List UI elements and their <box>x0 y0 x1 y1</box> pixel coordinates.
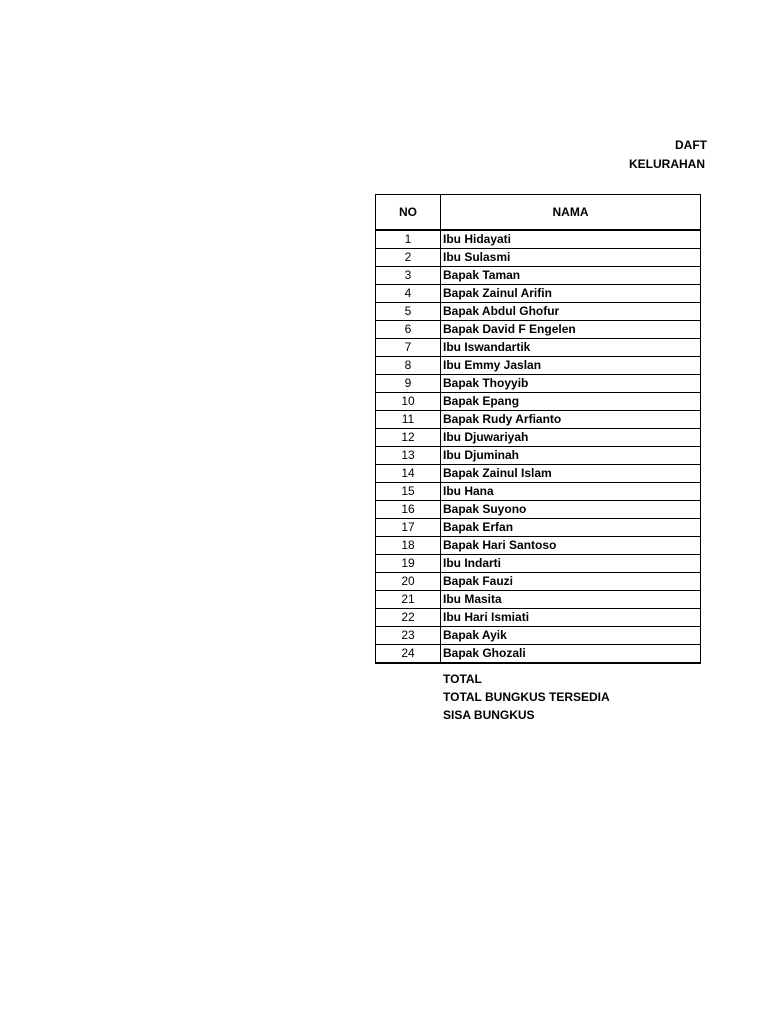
row-name: Ibu Djuwariyah <box>441 429 701 447</box>
table-row <box>376 339 701 357</box>
table-row <box>376 627 701 645</box>
summary-block <box>443 670 610 725</box>
row-name: Bapak Zainul Arifin <box>441 285 701 303</box>
row-number: 11 <box>376 411 441 429</box>
table-row <box>376 609 701 627</box>
table-row <box>376 483 701 501</box>
row-number: 14 <box>376 465 441 483</box>
table-row <box>376 447 701 465</box>
table-body <box>376 230 701 663</box>
row-number: 10 <box>376 393 441 411</box>
row-name: Bapak Abdul Ghofur <box>441 303 701 321</box>
row-number: 4 <box>376 285 441 303</box>
table-row <box>376 429 701 447</box>
row-name: Bapak Epang <box>441 393 701 411</box>
row-number: 24 <box>376 645 441 664</box>
table-row <box>376 375 701 393</box>
row-number: 8 <box>376 357 441 375</box>
document-title-line1: DAFT <box>675 138 707 152</box>
row-number: 6 <box>376 321 441 339</box>
row-number: 21 <box>376 591 441 609</box>
row-name: Bapak Taman <box>441 267 701 285</box>
roster-table <box>375 194 701 664</box>
table-row <box>376 501 701 519</box>
row-number: 9 <box>376 375 441 393</box>
table-row <box>376 267 701 285</box>
row-number: 20 <box>376 573 441 591</box>
table-row <box>376 303 701 321</box>
summary-total-label: TOTAL <box>443 672 482 686</box>
table-row <box>376 537 701 555</box>
row-number: 19 <box>376 555 441 573</box>
row-number: 22 <box>376 609 441 627</box>
table-row <box>376 519 701 537</box>
row-number: 15 <box>376 483 441 501</box>
row-number: 23 <box>376 627 441 645</box>
row-number: 12 <box>376 429 441 447</box>
table-row <box>376 249 701 267</box>
table-row <box>376 465 701 483</box>
row-name: Bapak Zainul Islam <box>441 465 701 483</box>
table-row <box>376 411 701 429</box>
row-name: Bapak Fauzi <box>441 573 701 591</box>
row-name: Ibu Djuminah <box>441 447 701 465</box>
column-header-nama: NAMA <box>441 195 701 231</box>
row-number: 16 <box>376 501 441 519</box>
table-row <box>376 321 701 339</box>
table-row <box>376 285 701 303</box>
table-row <box>376 573 701 591</box>
row-number: 5 <box>376 303 441 321</box>
row-name: Bapak Rudy Arfianto <box>441 411 701 429</box>
row-number: 1 <box>376 230 441 249</box>
table-row <box>376 645 701 664</box>
row-name: Bapak Hari Santoso <box>441 537 701 555</box>
row-name: Ibu Masita <box>441 591 701 609</box>
row-name: Ibu Indarti <box>441 555 701 573</box>
row-name: Bapak David F Engelen <box>441 321 701 339</box>
row-number: 2 <box>376 249 441 267</box>
summary-total-available-label: TOTAL BUNGKUS TERSEDIA <box>443 690 610 705</box>
row-name: Bapak Erfan <box>441 519 701 537</box>
row-number: 18 <box>376 537 441 555</box>
table-row <box>376 230 701 249</box>
table-row <box>376 591 701 609</box>
column-header-no: NO <box>376 195 441 231</box>
row-name: Bapak Ghozali <box>441 645 701 664</box>
row-name: Bapak Ayik <box>441 627 701 645</box>
row-name: Ibu Emmy Jaslan <box>441 357 701 375</box>
row-name: Ibu Iswandartik <box>441 339 701 357</box>
row-name: Ibu Hana <box>441 483 701 501</box>
table-row <box>376 357 701 375</box>
document-title-line2: KELURAHAN <box>629 157 705 171</box>
table-header-row <box>376 195 701 231</box>
row-number: 3 <box>376 267 441 285</box>
row-name: Ibu Hari Ismiati <box>441 609 701 627</box>
row-name: Ibu Sulasmi <box>441 249 701 267</box>
summary-remaining-label: SISA BUNGKUS <box>443 708 535 723</box>
row-number: 13 <box>376 447 441 465</box>
row-name: Bapak Thoyyib <box>441 375 701 393</box>
row-number: 17 <box>376 519 441 537</box>
table-row <box>376 555 701 573</box>
row-number: 7 <box>376 339 441 357</box>
table-row <box>376 393 701 411</box>
row-name: Ibu Hidayati <box>441 230 701 249</box>
row-name: Bapak Suyono <box>441 501 701 519</box>
